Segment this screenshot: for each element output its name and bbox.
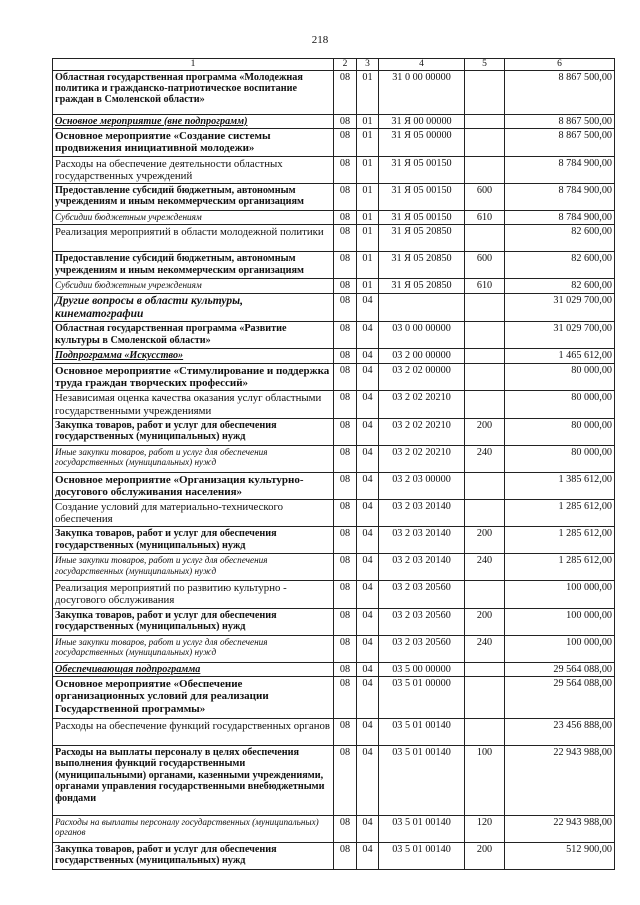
- row-section: 08: [334, 527, 357, 554]
- row-expense-type: [465, 472, 505, 500]
- row-article: [379, 293, 465, 322]
- row-name: Основное мероприятие «Стимулирование и поддержка труда граждан творческих профессий»: [53, 363, 334, 391]
- row-name: Реализация мероприятий по развитию культурно - досугового обслуживания: [53, 581, 334, 608]
- row-section: 08: [334, 608, 357, 635]
- row-expense-type: [465, 500, 505, 527]
- table-row: [53, 70, 615, 114]
- row-name: Субсидии бюджетным учреждениям: [53, 279, 334, 293]
- row-section: 08: [334, 445, 357, 472]
- row-subsection: 04: [357, 500, 379, 527]
- table-row: [53, 349, 615, 363]
- row-article: 31 Я 05 20850: [379, 279, 465, 293]
- table-row: [53, 210, 615, 224]
- header-article: 4: [379, 59, 465, 71]
- row-section: 08: [334, 718, 357, 745]
- table-row: [53, 156, 615, 183]
- row-name: Другие вопросы в области культуры, кинематографии: [53, 293, 334, 322]
- row-expense-type: 600: [465, 183, 505, 210]
- row-name: Иные закупки товаров, работ и услуг для обеспечения государственных (муниципальных) нужд: [53, 554, 334, 581]
- row-section: 08: [334, 252, 357, 279]
- table-row: [53, 225, 615, 252]
- row-section: 08: [334, 279, 357, 293]
- row-name: Областная государственная программа «Молодежная политика и гражданско-патриотическое воспитание граждан в Смоленской области»: [53, 70, 334, 114]
- row-expense-type: [465, 391, 505, 418]
- row-name: Обеспечивающая подпрограмма: [53, 662, 334, 676]
- row-section: 08: [334, 70, 357, 114]
- row-article: 31 Я 05 00000: [379, 129, 465, 157]
- row-amount: 1 285 612,00: [505, 554, 615, 581]
- row-article: 03 2 03 00000: [379, 472, 465, 500]
- row-amount: 80 000,00: [505, 391, 615, 418]
- table-row: [53, 635, 615, 662]
- row-amount: 80 000,00: [505, 363, 615, 391]
- table-row: [53, 418, 615, 445]
- row-name: Закупка товаров, работ и услуг для обеспечения государственных (муниципальных) нужд: [53, 608, 334, 635]
- row-amount: 23 456 888,00: [505, 718, 615, 745]
- row-expense-type: 240: [465, 554, 505, 581]
- row-article: 03 2 02 20210: [379, 391, 465, 418]
- row-section: 08: [334, 554, 357, 581]
- row-subsection: 04: [357, 527, 379, 554]
- row-article: 03 2 02 00000: [379, 363, 465, 391]
- row-subsection: 04: [357, 472, 379, 500]
- row-name: Иные закупки товаров, работ и услуг для обеспечения государственных (муниципальных) нужд: [53, 635, 334, 662]
- row-section: 08: [334, 129, 357, 157]
- row-name: Расходы на выплаты персоналу в целях обеспечения выполнения функций государственными (муниципальными) органами, казенными учреждениями, органами управления государственными внебюджетными фондами: [53, 745, 334, 815]
- row-expense-type: [465, 70, 505, 114]
- table-row: [53, 129, 615, 157]
- row-article: 03 0 00 00000: [379, 322, 465, 349]
- table-row: [53, 745, 615, 815]
- row-expense-type: 610: [465, 279, 505, 293]
- row-article: 03 2 02 20210: [379, 445, 465, 472]
- row-name: Основное мероприятие «Создание системы продвижения инициативной молодежи»: [53, 129, 334, 157]
- row-section: 08: [334, 156, 357, 183]
- row-amount: 82 600,00: [505, 279, 615, 293]
- row-name: Создание условий для материально-технического обеспечения: [53, 500, 334, 527]
- budget-table: [52, 58, 615, 870]
- row-subsection: 01: [357, 114, 379, 128]
- row-article: 03 5 01 00140: [379, 745, 465, 815]
- table-row: [53, 279, 615, 293]
- row-amount: 8 784 900,00: [505, 210, 615, 224]
- row-article: 03 2 02 20210: [379, 418, 465, 445]
- table-row: [53, 554, 615, 581]
- row-section: 08: [334, 635, 357, 662]
- row-expense-type: [465, 293, 505, 322]
- row-amount: 1 465 612,00: [505, 349, 615, 363]
- row-amount: 1 285 612,00: [505, 527, 615, 554]
- row-subsection: 04: [357, 363, 379, 391]
- row-article: 03 2 03 20140: [379, 554, 465, 581]
- header-expense-type: 5: [465, 59, 505, 71]
- row-article: 31 Я 05 20850: [379, 225, 465, 252]
- header-amount: 6: [505, 59, 615, 71]
- row-expense-type: 200: [465, 842, 505, 869]
- row-subsection: 04: [357, 745, 379, 815]
- table-row: [53, 293, 615, 322]
- row-article: 03 2 03 20140: [379, 500, 465, 527]
- row-article: 03 2 03 20140: [379, 527, 465, 554]
- row-expense-type: 200: [465, 608, 505, 635]
- row-article: 03 5 01 00140: [379, 815, 465, 842]
- table-row: [53, 445, 615, 472]
- row-subsection: 01: [357, 156, 379, 183]
- row-expense-type: [465, 662, 505, 676]
- row-subsection: 01: [357, 183, 379, 210]
- row-expense-type: 200: [465, 527, 505, 554]
- row-amount: 8 867 500,00: [505, 70, 615, 114]
- row-amount: 29 564 088,00: [505, 662, 615, 676]
- row-expense-type: 120: [465, 815, 505, 842]
- row-expense-type: [465, 718, 505, 745]
- row-subsection: 04: [357, 718, 379, 745]
- table-row: [53, 391, 615, 418]
- row-subsection: 04: [357, 676, 379, 718]
- row-subsection: 04: [357, 293, 379, 322]
- row-article: 03 2 03 20560: [379, 581, 465, 608]
- row-section: 08: [334, 183, 357, 210]
- row-amount: 22 943 988,00: [505, 745, 615, 815]
- row-section: 08: [334, 745, 357, 815]
- row-amount: 22 943 988,00: [505, 815, 615, 842]
- row-subsection: 04: [357, 418, 379, 445]
- row-expense-type: 610: [465, 210, 505, 224]
- row-amount: 100 000,00: [505, 635, 615, 662]
- table-row: [53, 608, 615, 635]
- row-name: Областная государственная программа «Развитие культуры в Смоленской области»: [53, 322, 334, 349]
- row-subsection: 04: [357, 842, 379, 869]
- row-subsection: 04: [357, 635, 379, 662]
- table-row: [53, 183, 615, 210]
- row-section: 08: [334, 815, 357, 842]
- row-article: 03 2 03 20560: [379, 608, 465, 635]
- row-section: 08: [334, 363, 357, 391]
- row-name: Основное мероприятие «Обеспечение организационных условий для реализации Государственной программы»: [53, 676, 334, 718]
- row-amount: 1 285 612,00: [505, 500, 615, 527]
- row-subsection: 04: [357, 608, 379, 635]
- row-name: Предоставление субсидий бюджетным, автономным учреждениям и иным некоммерческим организациям: [53, 252, 334, 279]
- row-name: Закупка товаров, работ и услуг для обеспечения государственных (муниципальных) нужд: [53, 527, 334, 554]
- table-row: [53, 842, 615, 869]
- row-section: 08: [334, 842, 357, 869]
- table-row: [53, 363, 615, 391]
- row-section: 08: [334, 418, 357, 445]
- table-row: [53, 581, 615, 608]
- table-row: [53, 252, 615, 279]
- row-subsection: 04: [357, 581, 379, 608]
- row-amount: 8 867 500,00: [505, 129, 615, 157]
- row-subsection: 04: [357, 815, 379, 842]
- row-section: 08: [334, 293, 357, 322]
- row-subsection: 04: [357, 322, 379, 349]
- row-article: 03 2 03 20560: [379, 635, 465, 662]
- row-expense-type: [465, 322, 505, 349]
- table-row: [53, 322, 615, 349]
- row-amount: 80 000,00: [505, 418, 615, 445]
- row-name: Расходы на обеспечение функций государственных органов: [53, 718, 334, 745]
- row-subsection: 01: [357, 225, 379, 252]
- row-section: 08: [334, 500, 357, 527]
- header-name: 1: [53, 59, 334, 71]
- row-expense-type: [465, 581, 505, 608]
- row-subsection: 01: [357, 210, 379, 224]
- row-article: 31 Я 00 00000: [379, 114, 465, 128]
- row-section: 08: [334, 472, 357, 500]
- row-name: Предоставление субсидий бюджетным, автономным учреждениям и иным некоммерческим организациям: [53, 183, 334, 210]
- row-section: 08: [334, 676, 357, 718]
- row-amount: 100 000,00: [505, 581, 615, 608]
- row-name: Независимая оценка качества оказания услуг областными государственными учреждениями: [53, 391, 334, 418]
- row-amount: 82 600,00: [505, 225, 615, 252]
- table-row: [53, 718, 615, 745]
- row-name: Расходы на выплаты персоналу государственных (муниципальных) органов: [53, 815, 334, 842]
- row-expense-type: 240: [465, 445, 505, 472]
- header-section: 2: [334, 59, 357, 71]
- row-article: 31 Я 05 20850: [379, 252, 465, 279]
- row-amount: 29 564 088,00: [505, 676, 615, 718]
- row-article: 03 5 01 00000: [379, 676, 465, 718]
- row-expense-type: [465, 129, 505, 157]
- row-subsection: 01: [357, 129, 379, 157]
- row-expense-type: [465, 676, 505, 718]
- row-section: 08: [334, 210, 357, 224]
- table-row: [53, 114, 615, 128]
- row-section: 08: [334, 391, 357, 418]
- row-expense-type: 100: [465, 745, 505, 815]
- row-section: 08: [334, 581, 357, 608]
- row-article: 31 Я 05 00150: [379, 183, 465, 210]
- row-article: 03 2 00 00000: [379, 349, 465, 363]
- table-row: [53, 676, 615, 718]
- row-amount: 80 000,00: [505, 445, 615, 472]
- row-article: 31 Я 05 00150: [379, 210, 465, 224]
- row-section: 08: [334, 114, 357, 128]
- row-expense-type: [465, 156, 505, 183]
- row-article: 03 5 00 00000: [379, 662, 465, 676]
- row-subsection: 04: [357, 391, 379, 418]
- row-section: 08: [334, 322, 357, 349]
- table-row: [53, 500, 615, 527]
- row-amount: 100 000,00: [505, 608, 615, 635]
- row-name: Закупка товаров, работ и услуг для обеспечения государственных (муниципальных) нужд: [53, 842, 334, 869]
- row-expense-type: 240: [465, 635, 505, 662]
- row-article: 03 5 01 00140: [379, 842, 465, 869]
- row-subsection: 01: [357, 279, 379, 293]
- row-expense-type: 600: [465, 252, 505, 279]
- row-subsection: 04: [357, 445, 379, 472]
- row-article: 31 Я 05 00150: [379, 156, 465, 183]
- row-name: Подпрограмма «Искусство»: [53, 349, 334, 363]
- header-subsection: 3: [357, 59, 379, 71]
- row-expense-type: [465, 349, 505, 363]
- table-row: [53, 662, 615, 676]
- row-expense-type: [465, 225, 505, 252]
- row-expense-type: [465, 114, 505, 128]
- row-article: 03 5 01 00140: [379, 718, 465, 745]
- row-amount: 8 784 900,00: [505, 183, 615, 210]
- row-amount: 8 784 900,00: [505, 156, 615, 183]
- table-row: [53, 472, 615, 500]
- table-header-row: [53, 59, 615, 71]
- row-subsection: 01: [357, 252, 379, 279]
- row-section: 08: [334, 662, 357, 676]
- row-subsection: 04: [357, 349, 379, 363]
- page-number: 218: [311, 34, 329, 46]
- row-article: 31 0 00 00000: [379, 70, 465, 114]
- row-amount: 31 029 700,00: [505, 293, 615, 322]
- row-amount: 512 900,00: [505, 842, 615, 869]
- table-row: [53, 815, 615, 842]
- table-row: [53, 527, 615, 554]
- row-amount: 8 867 500,00: [505, 114, 615, 128]
- row-expense-type: 200: [465, 418, 505, 445]
- row-name: Основное мероприятие (вне подпрограмм): [53, 114, 334, 128]
- row-name: Реализация мероприятий в области молодежной политики: [53, 225, 334, 252]
- row-name: Иные закупки товаров, работ и услуг для обеспечения государственных (муниципальных) нужд: [53, 445, 334, 472]
- row-name: Закупка товаров, работ и услуг для обеспечения государственных (муниципальных) нужд: [53, 418, 334, 445]
- row-subsection: 04: [357, 554, 379, 581]
- row-amount: 82 600,00: [505, 252, 615, 279]
- row-amount: 1 385 612,00: [505, 472, 615, 500]
- row-name: Расходы на обеспечение деятельности областных государственных учреждений: [53, 156, 334, 183]
- row-subsection: 01: [357, 70, 379, 114]
- row-amount: 31 029 700,00: [505, 322, 615, 349]
- row-subsection: 04: [357, 662, 379, 676]
- row-name: Субсидии бюджетным учреждениям: [53, 210, 334, 224]
- row-expense-type: [465, 363, 505, 391]
- row-section: 08: [334, 349, 357, 363]
- row-name: Основное мероприятие «Организация культурно-досугового обслуживания населения»: [53, 472, 334, 500]
- row-section: 08: [334, 225, 357, 252]
